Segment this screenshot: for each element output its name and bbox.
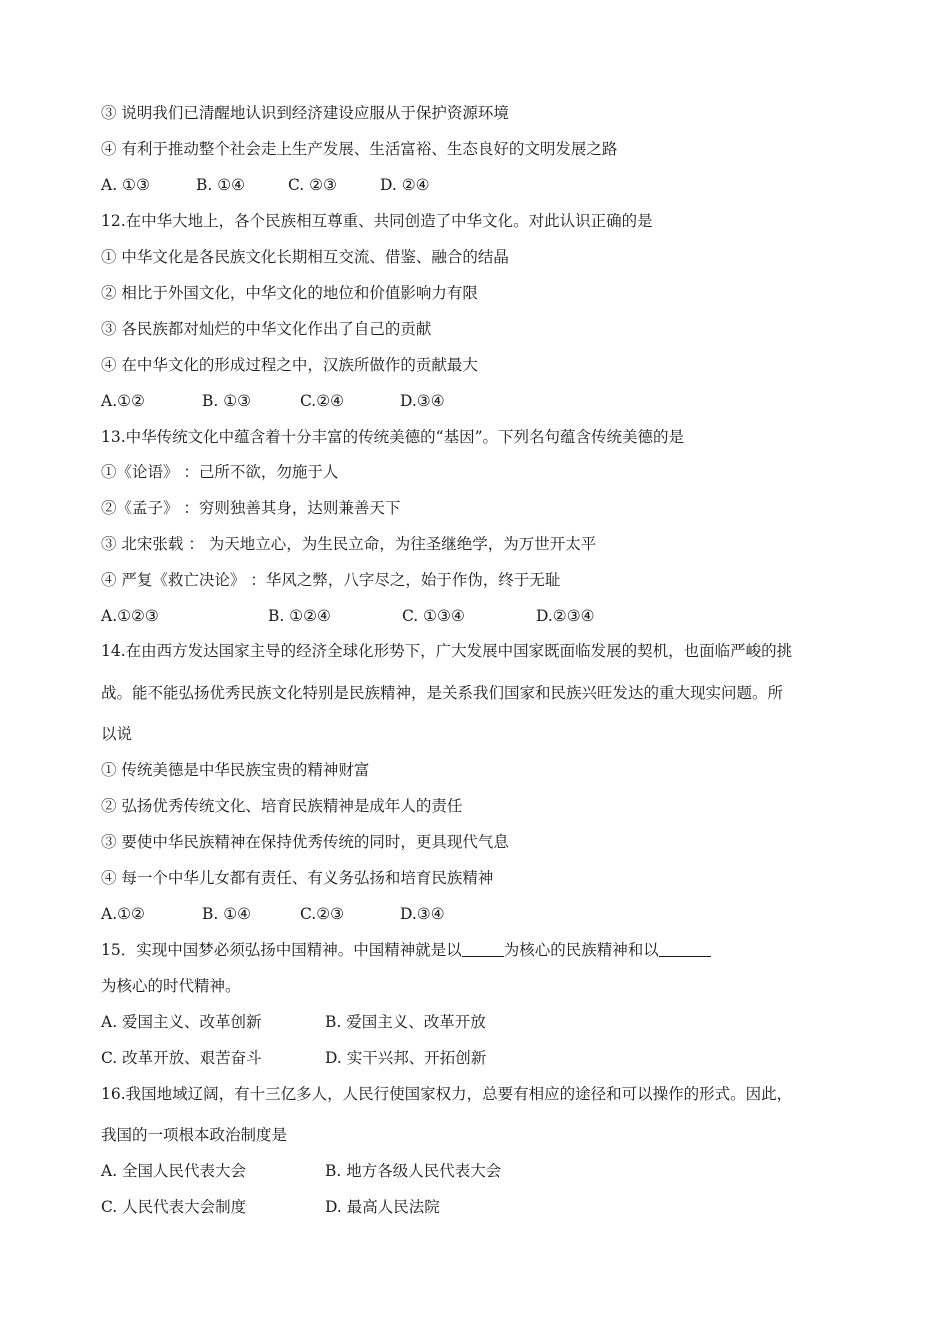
q13-statement-2: ②《孟子》 ：穷则独善其身，达则兼善天下	[101, 499, 401, 517]
q14-stem-line-2: 战。能不能弘扬优秀民族文化特别是民族精神，是关系我们国家和民族兴旺发达的重大现实问题。所	[101, 684, 784, 702]
q12-options	[101, 391, 445, 411]
option-a: A.①②③	[101, 607, 159, 625]
fill-blank-2	[659, 941, 711, 957]
q11-statement-3: ③ 说明我们已清醒地认识到经济建设应服从于保护资源环境	[101, 104, 509, 122]
q15-options-row-2	[101, 1048, 486, 1068]
q12-stem: 12.在中华大地上，各个民族相互尊重、共同创造了中华文化。对此认识正确的是	[101, 212, 653, 230]
q13-statement-1: ①《论语》 ：己所不欲，勿施于人	[101, 463, 339, 481]
q15-options-row-1	[101, 1012, 486, 1032]
option-d: D.②③④	[536, 607, 595, 625]
option-b: B. ①③	[202, 392, 252, 410]
option-a: A. ①③	[101, 176, 150, 194]
option-d: D.③④	[400, 905, 445, 923]
q14-statement-1: ① 传统美德是中华民族宝贵的精神财富	[101, 761, 370, 779]
q15-stem-part-1: 15．实现中国梦必须弘扬中国精神。中国精神就是以	[101, 941, 462, 959]
q12-statement-2: ② 相比于外国文化，中华文化的地位和价值影响力有限	[101, 284, 478, 302]
q12-statement-1: ① 中华文化是各民族文化长期相互交流、借鉴、融合的结晶	[101, 248, 509, 266]
option-b: B. 爱国主义、改革开放	[325, 1013, 486, 1031]
q16-stem-line-1: 16.我国地域辽阔，有十三亿多人，人民行使国家权力，总要有相应的途径和可以操作的形式。因此，	[101, 1085, 793, 1103]
option-c: C. ②③	[288, 176, 337, 194]
q14-statement-2: ② 弘扬优秀传统文化、培育民族精神是成年人的责任	[101, 797, 463, 815]
q13-stem: 13.中华传统文化中蕴含着十分丰富的传统美德的“基因”。下列名句蕴含传统美德的是	[101, 428, 685, 446]
q14-stem-line-3: 以说	[101, 725, 133, 743]
q12-statement-4: ④ 在中华文化的形成过程之中，汉族所做作的贡献最大	[101, 356, 478, 374]
q16-options-row-2	[101, 1197, 440, 1217]
option-a: A. 爱国主义、改革创新	[101, 1013, 262, 1031]
option-d: D. 最高人民法院	[325, 1198, 440, 1216]
option-c: C.②④	[300, 392, 345, 410]
q11-statement-4: ④ 有利于推动整个社会走上生产发展、生活富裕、生态良好的文明发展之路	[101, 140, 618, 158]
option-c: C. 人民代表大会制度	[101, 1198, 247, 1216]
fill-blank-1	[462, 941, 504, 957]
option-d: D. ②④	[380, 176, 430, 194]
option-a: A. 全国人民代表大会	[101, 1162, 247, 1180]
q13-options	[101, 606, 595, 626]
q16-options-row-1	[101, 1161, 501, 1181]
q15-stem-line-2: 为核心的时代精神。	[101, 977, 241, 995]
q11-options	[101, 175, 430, 195]
option-d: D.③④	[400, 392, 445, 410]
q16-stem-line-2: 我国的一项根本政治制度是	[101, 1126, 288, 1144]
option-b: B. ①②④	[268, 607, 331, 625]
option-d: D. 实干兴邦、开拓创新	[325, 1049, 487, 1067]
option-c: C. ①③④	[402, 607, 465, 625]
option-b: B. 地方各级人民代表大会	[325, 1162, 502, 1180]
q13-statement-4: ④ 严复《救亡决论》 ：华风之弊，八字尽之，始于作伪，终于无耻	[101, 571, 561, 589]
option-c: C. 改革开放、艰苦奋斗	[101, 1049, 262, 1067]
option-b: B. ①④	[196, 176, 246, 194]
option-a: A.①②	[101, 905, 145, 923]
q13-statement-3: ③ 北宋张载 ： 为天地立心，为生民立命，为往圣继绝学，为万世开太平	[101, 535, 597, 553]
q14-statement-3: ③ 要使中华民族精神在保持优秀传统的同时，更具现代气息	[101, 833, 509, 851]
option-a: A.①②	[101, 392, 145, 410]
q14-stem-line-1: 14.在由西方发达国家主导的经济全球化形势下，广大发展中国家既面临发展的契机，也面临严峻的挑	[101, 642, 793, 660]
option-b: B. ①④	[202, 905, 252, 923]
option-c: C.②③	[300, 905, 345, 923]
q12-statement-3: ③ 各民族都对灿烂的中华文化作出了自己的贡献	[101, 320, 432, 338]
q15-stem-part-2: 为核心的民族精神和以	[503, 941, 659, 959]
q14-statement-4: ④ 每一个中华儿女都有责任、有义务弘扬和培育民族精神	[101, 869, 494, 887]
q14-options	[101, 904, 445, 924]
q15-stem	[101, 940, 711, 960]
